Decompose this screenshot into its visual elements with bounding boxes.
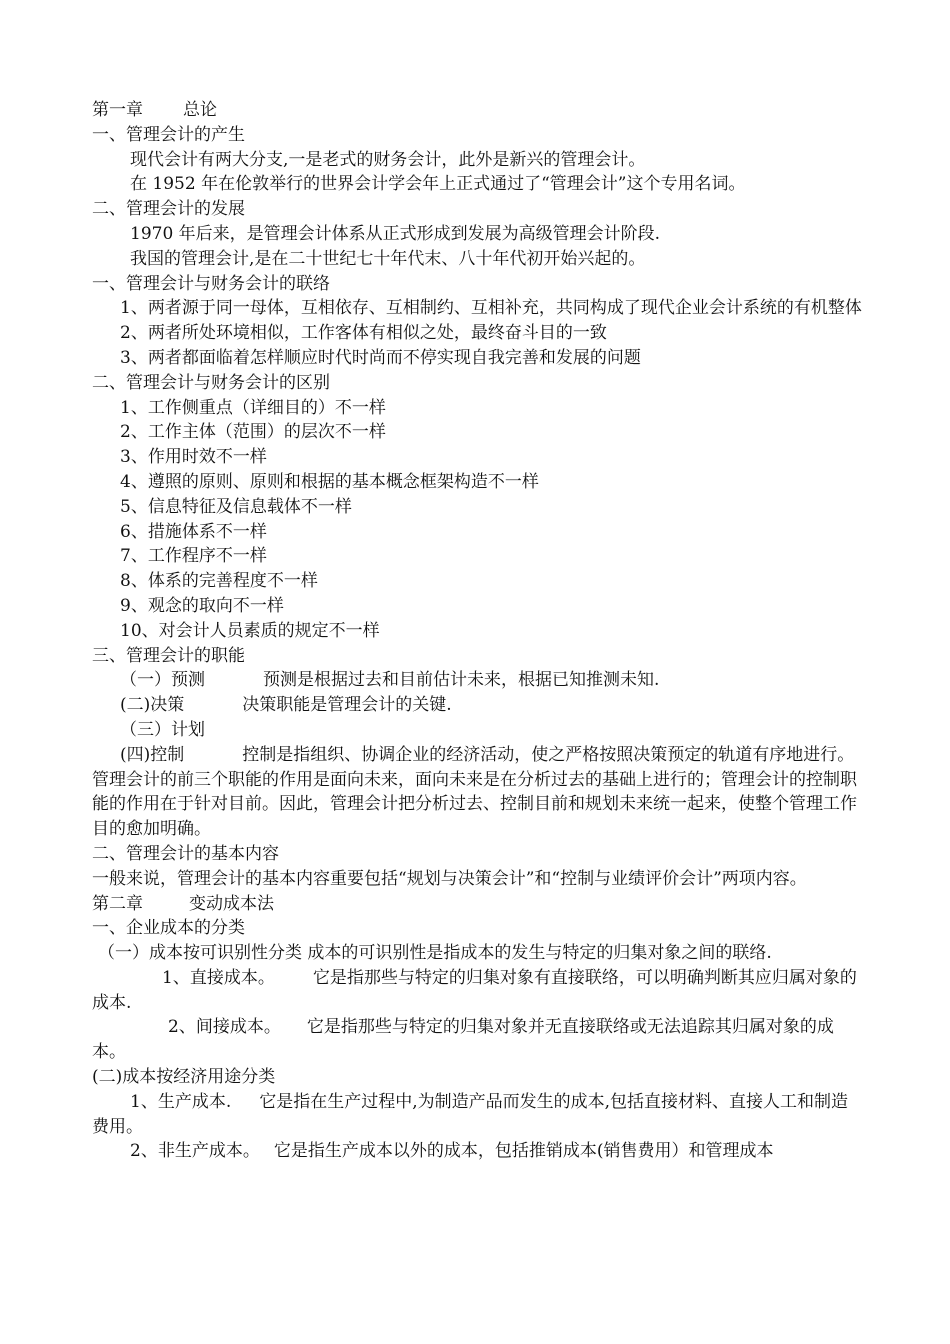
function-decision: (二)决策 决策职能是管理会计的关键. [120,695,452,716]
chapter-name: 总论 [183,100,217,120]
chapter-2-title [92,892,862,917]
section-heading: 二、管理会计的基本内容 [92,843,279,864]
list-item: 2、工作主体（范围）的层次不一样 [120,422,386,443]
list-item: 7、工作程序不一样 [120,546,267,567]
section-heading: 二、管理会计的发展 [92,199,245,220]
section-heading: 三、管理会计的职能 [92,645,245,666]
chapter-name: 变动成本法 [189,893,274,914]
list-item: 2、两者所处环境相似，工作客体有相似之处，最终奋斗目的一致 [120,323,607,344]
category-heading: （一）成本按可识别性分类 成本的可识别性是指成本的发生与特定的归集对象之间的联络. [98,943,772,964]
function-plan: （三）计划 [120,719,205,740]
list-item: 3、两者都面临着怎样顺应时代时尚而不停实现自我完善和发展的问题 [120,347,641,368]
function-control: (四)控制 控制是指组织、协调企业的经济活动，使之严格按照决策预定的轨道有序地进行。 [120,744,855,765]
list-item: 1、生产成本. 它是指在生产过程中,为制造产品而发生的成本,包括直接材料、直接人工和制造费用。 [92,1091,849,1137]
list-item: 4、遵照的原则、原则和根据的基本概念框架构造不一样 [120,471,539,492]
list-item: 6、措施体系不一样 [120,521,267,542]
list-item: 3、作用时效不一样 [120,447,267,468]
section-heading: 一、管理会计与财务会计的联络 [92,273,330,294]
list-item: 1、工作侧重点（详细目的）不一样 [120,397,386,418]
section-heading: 二、管理会计与财务会计的区别 [92,372,330,393]
paragraph: 我国的管理会计,是在二十世纪七十年代末、八十年代初开始兴起的。 [130,248,646,269]
paragraph: 1970 年后来，是管理会计体系从正式形成到发展为高级管理会计阶段. [130,223,661,244]
list-item: 10、对会计人员素质的规定不一样 [120,620,380,641]
list-item: 9、观念的取向不一样 [120,595,284,616]
section-heading: 一、企业成本的分类 [92,918,245,939]
document-page [92,98,862,1164]
list-item: 1、直接成本。 它是指那些与特定的归集对象有直接联络，可以明确判断其应归属对象的成本. [92,967,857,1013]
functions-summary: 管理会计的前三个职能的作用是面向未来，面向未来是在分析过去的基础上进行的；管理会计的控制职能的作用在于针对目前。因此，管理会计把分析过去、控制目前和规划未来统一起来，使整个管理工作目的愈加明确。 [92,769,857,840]
chapter-number: 第一章 [92,100,143,120]
list-item: 2、间接成本。 它是指那些与特定的归集对象并无直接联络或无法追踪其归属对象的成本。 [92,1017,834,1063]
paragraph: 在 1952 年在伦敦举行的世界会计学会年上正式通过了“管理会计”这个专用名词。 [130,174,746,195]
paragraph: 现代会计有两大分支,一是老式的财务会计，此外是新兴的管理会计。 [130,149,646,170]
paragraph: 一般来说，管理会计的基本内容重要包括“规划与决策会计”和“控制与业绩评价会计”两项内容。 [92,868,807,889]
list-item: 8、体系的完善程度不一样 [120,571,318,592]
list-item: 5、信息特征及信息载体不一样 [120,496,352,517]
section-heading: 一、管理会计的产生 [92,124,245,145]
chapter-number: 第二章 [92,893,143,914]
list-item: 2、非生产成本。 它是指生产成本以外的成本，包括推销成本(销售费用）和管理成本 [130,1141,774,1162]
function-forecast: （一）预测 预测是根据过去和目前估计未来，根据已知推测未知. [120,670,660,691]
chapter-1-title [92,98,862,123]
category-heading: (二)成本按经济用途分类 [92,1067,276,1088]
list-item: 1、两者源于同一母体，互相依存、互相制约、互相补充，共同构成了现代企业会计系统的有机整体 [120,298,862,319]
